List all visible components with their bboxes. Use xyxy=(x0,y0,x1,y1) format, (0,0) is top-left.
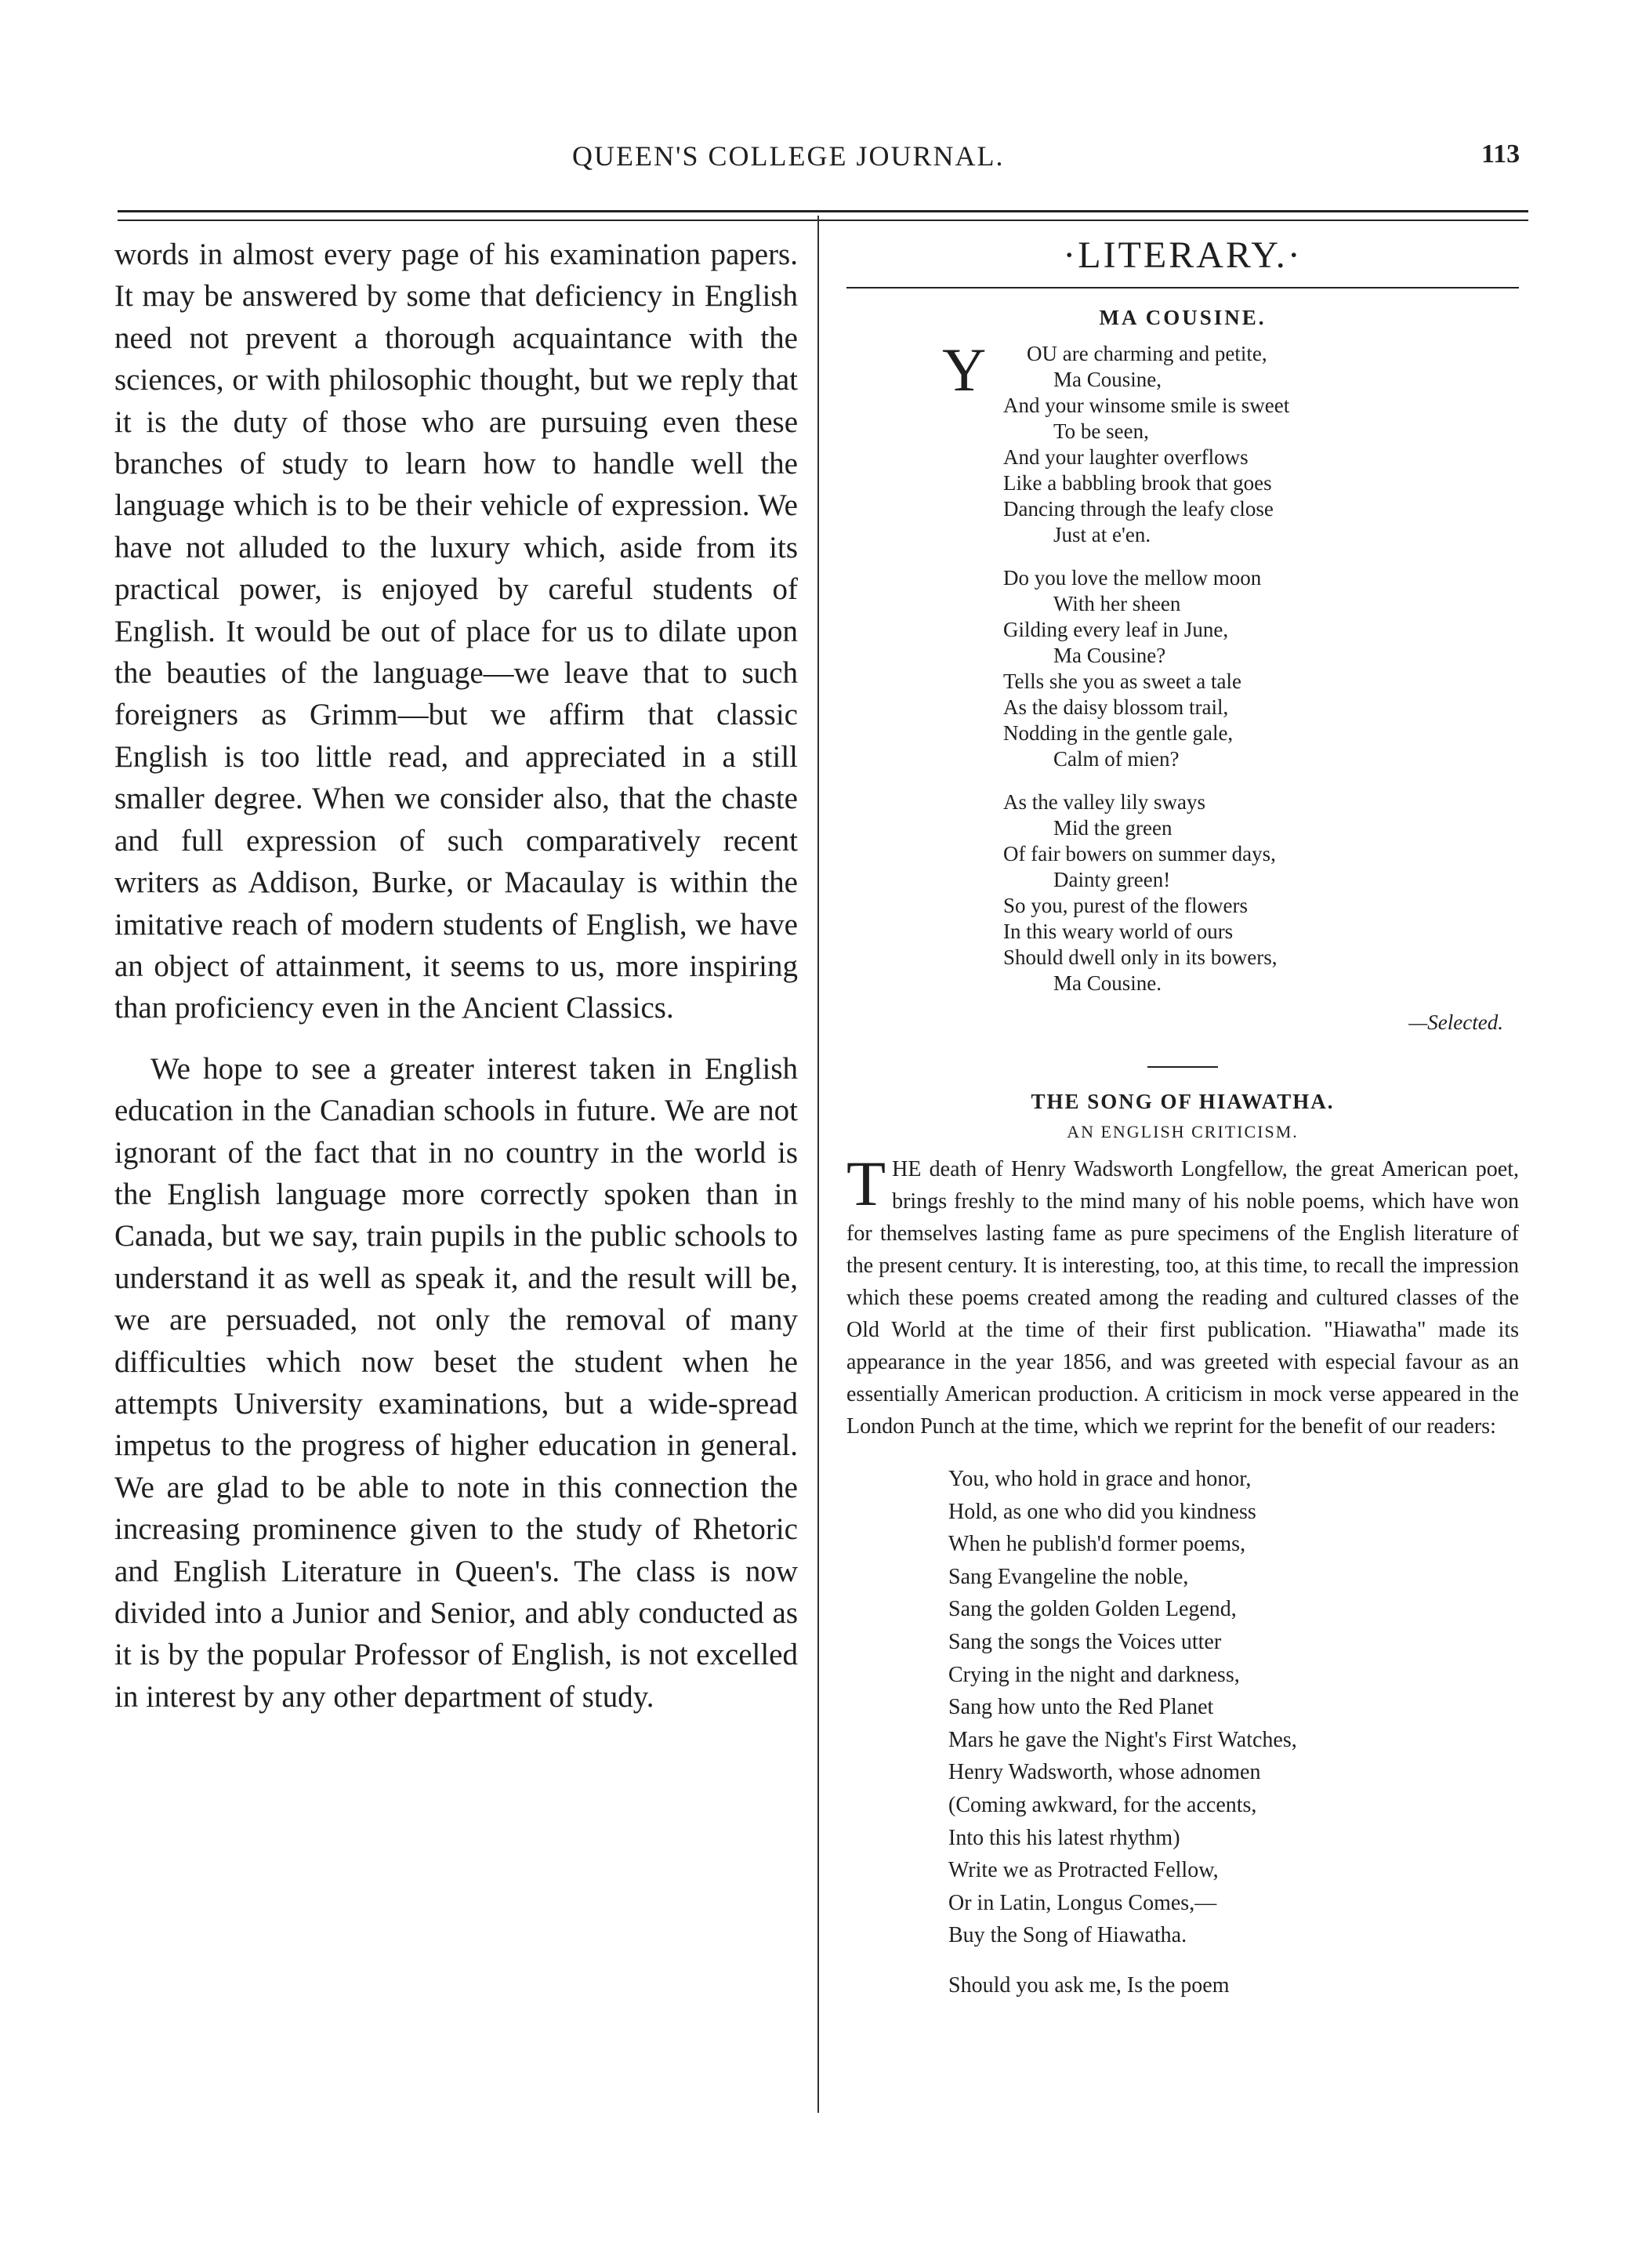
poem-line: Like a babbling brook that goes xyxy=(1003,471,1272,495)
verse-line: Sang the golden Golden Legend, xyxy=(948,1597,1237,1622)
poem-line: Mid the green xyxy=(1053,816,1173,840)
right-column xyxy=(846,234,1519,2002)
article-subtitle: AN ENGLISH CRITICISM. xyxy=(1067,1122,1299,1141)
poem-stanza xyxy=(1003,789,1519,996)
page-header xyxy=(0,140,1631,187)
poem-line: In this weary world of ours xyxy=(1003,920,1234,943)
page-number: 113 xyxy=(1481,140,1520,169)
verse-line: (Coming awkward, for the accents, xyxy=(948,1792,1257,1817)
mock-verse xyxy=(948,1463,1519,1952)
verse-line: You, who hold in grace and honor, xyxy=(948,1467,1252,1491)
poem-title: MA COUSINE. xyxy=(1099,306,1267,329)
left-paragraph-2: We hope to see a greater interest taken in English education in the Canadian schools in future. We are not ignorant of the fact that in no country in the world is the English language more correctly spoken than in Canada, but we say, train pupils in the public schools to understand it as well as speak it, and the result will be, we are persuaded, not only the removal of many difficulties which now beset the student when he attempts University examinations, but a wide-spread impetus to the progress of higher education in general. We are glad to be able to note in this connection the increasing prominence given to the study of Rhetoric and English Literature in Queen's. The class is now divided into a Junior and Senior, and ably conducted as it is by the popular Professor of English, is not excelled in interest by any other department of study. xyxy=(114,1051,798,1714)
verse-line: Into this his latest rhythm) xyxy=(948,1825,1180,1850)
poem-line: Nodding in the gentle gale, xyxy=(1003,721,1234,745)
column-divider xyxy=(817,216,819,2113)
poem-line: Gilding every leaf in June, xyxy=(1003,618,1229,641)
verse-continuation: Should you ask me, Is the poem xyxy=(948,1972,1230,1998)
poem-line: So you, purest of the flowers xyxy=(1003,894,1248,917)
poem-line: Ma Cousine, xyxy=(1053,368,1162,391)
left-column xyxy=(114,234,798,1718)
verse-line: Hold, as one who did you kindness xyxy=(948,1499,1256,1524)
verse-line: When he publish'd former poems, xyxy=(948,1532,1246,1557)
poem-line: Ma Cousine? xyxy=(1053,644,1166,667)
verse-line: Buy the Song of Hiawatha. xyxy=(948,1923,1187,1948)
poem-stanzas xyxy=(846,336,1519,996)
poem-line: Dancing through the leafy close xyxy=(1003,497,1274,521)
article-body-text: HE death of Henry Wadsworth Longfellow, the great American poet, brings freshly to the mind many of his noble poems, which have won for themselves lasting fame as pure specimens of the English literature of the present century. It is interesting, too, at this time, to recall the impression which these poems created among the reading and cultured classes of the Old World at the time of their first publication. "Hiawatha" made its appearance in the year 1856, and was greeted with especial favour as an essentially American production. A criticism in mock verse appeared in the London Punch at the time, which we reprint for the benefit of our readers: xyxy=(846,1157,1519,1439)
left-paragraph-1: words in almost every page of his examination papers. It may be answered by some that deficiency in English need not prevent a thorough acquaintance with the sciences, or with philosophic thought, but we reply that it is the duty of those who are pursuing even these branches of study to learn how to handle well the language which is to be their vehicle of expression. We have not alluded to the luxury which, aside from its practical power, is enjoyed by careful students of English. It would be out of place for us to dilate upon the beauties of the language—we leave that to such foreigners as Grimm—but we affirm that classic English is too little read, and appreciated in a still smaller degree. When we consider also, that the chaste and full expression of such comparatively recent writers as Addison, Burke, or Macaulay is within the imitative reach of modern students of English, we have an object of attainment, it seems to us, more inspiring than proficiency even in the Ancient Classics. xyxy=(114,238,798,1025)
article-body xyxy=(846,1148,1519,1442)
poem-line: Ma Cousine. xyxy=(1053,971,1162,995)
poem-dropcap: Y xyxy=(942,336,987,404)
article-dropcap: T xyxy=(846,1148,886,1219)
poem-line: To be seen, xyxy=(1053,419,1149,443)
article-title: THE SONG OF HIAWATHA. xyxy=(1031,1090,1335,1113)
verse-line: Sang how unto the Red Planet xyxy=(948,1695,1214,1720)
verse-line: Write we as Protracted Fellow, xyxy=(948,1858,1219,1883)
header-rule-bottom xyxy=(118,220,1528,221)
poem-line: As the valley lily sways xyxy=(1003,790,1205,814)
poem-line: Calm of mien? xyxy=(1053,747,1180,771)
verse-line: Henry Wadsworth, whose adnomen xyxy=(948,1760,1261,1785)
poem-line: With her sheen xyxy=(1053,592,1181,615)
verse-line: Mars he gave the Night's First Watches, xyxy=(948,1727,1297,1752)
poem-stanza xyxy=(1003,565,1519,772)
poem-line: Tells she you as sweet a tale xyxy=(1003,670,1242,693)
poem-line: Should dwell only in its bowers, xyxy=(1003,945,1278,969)
separator-rule xyxy=(1147,1066,1218,1068)
poem-line: And your winsome smile is sweet xyxy=(1003,394,1290,417)
poem-ma-cousine xyxy=(846,336,1519,1035)
verse-line: Crying in the night and darkness, xyxy=(948,1662,1240,1687)
header-rule-top xyxy=(118,210,1528,212)
verse-line: Sang the songs the Voices utter xyxy=(948,1629,1222,1654)
verse-line: Or in Latin, Longus Comes,— xyxy=(948,1890,1217,1915)
running-head: QUEEN'S COLLEGE JOURNAL. xyxy=(572,140,1005,172)
section-rule xyxy=(846,287,1519,288)
poem-line: Do you love the mellow moon xyxy=(1003,566,1262,590)
poem-line: OU are charming and petite, xyxy=(1027,342,1267,365)
poem-stanza xyxy=(1003,341,1519,548)
poem-line: Dainty green! xyxy=(1053,868,1171,891)
section-heading-literary: ·LITERARY.· xyxy=(1063,234,1303,276)
poem-line: Just at e'en. xyxy=(1053,523,1151,546)
poem-line: And your laughter overflows xyxy=(1003,445,1249,469)
verse-line: Sang Evangeline the noble, xyxy=(948,1564,1189,1589)
poem-line: Of fair bowers on summer days, xyxy=(1003,842,1276,865)
poem-attribution: —Selected. xyxy=(1408,1011,1503,1034)
poem-line: As the daisy blossom trail, xyxy=(1003,695,1229,719)
